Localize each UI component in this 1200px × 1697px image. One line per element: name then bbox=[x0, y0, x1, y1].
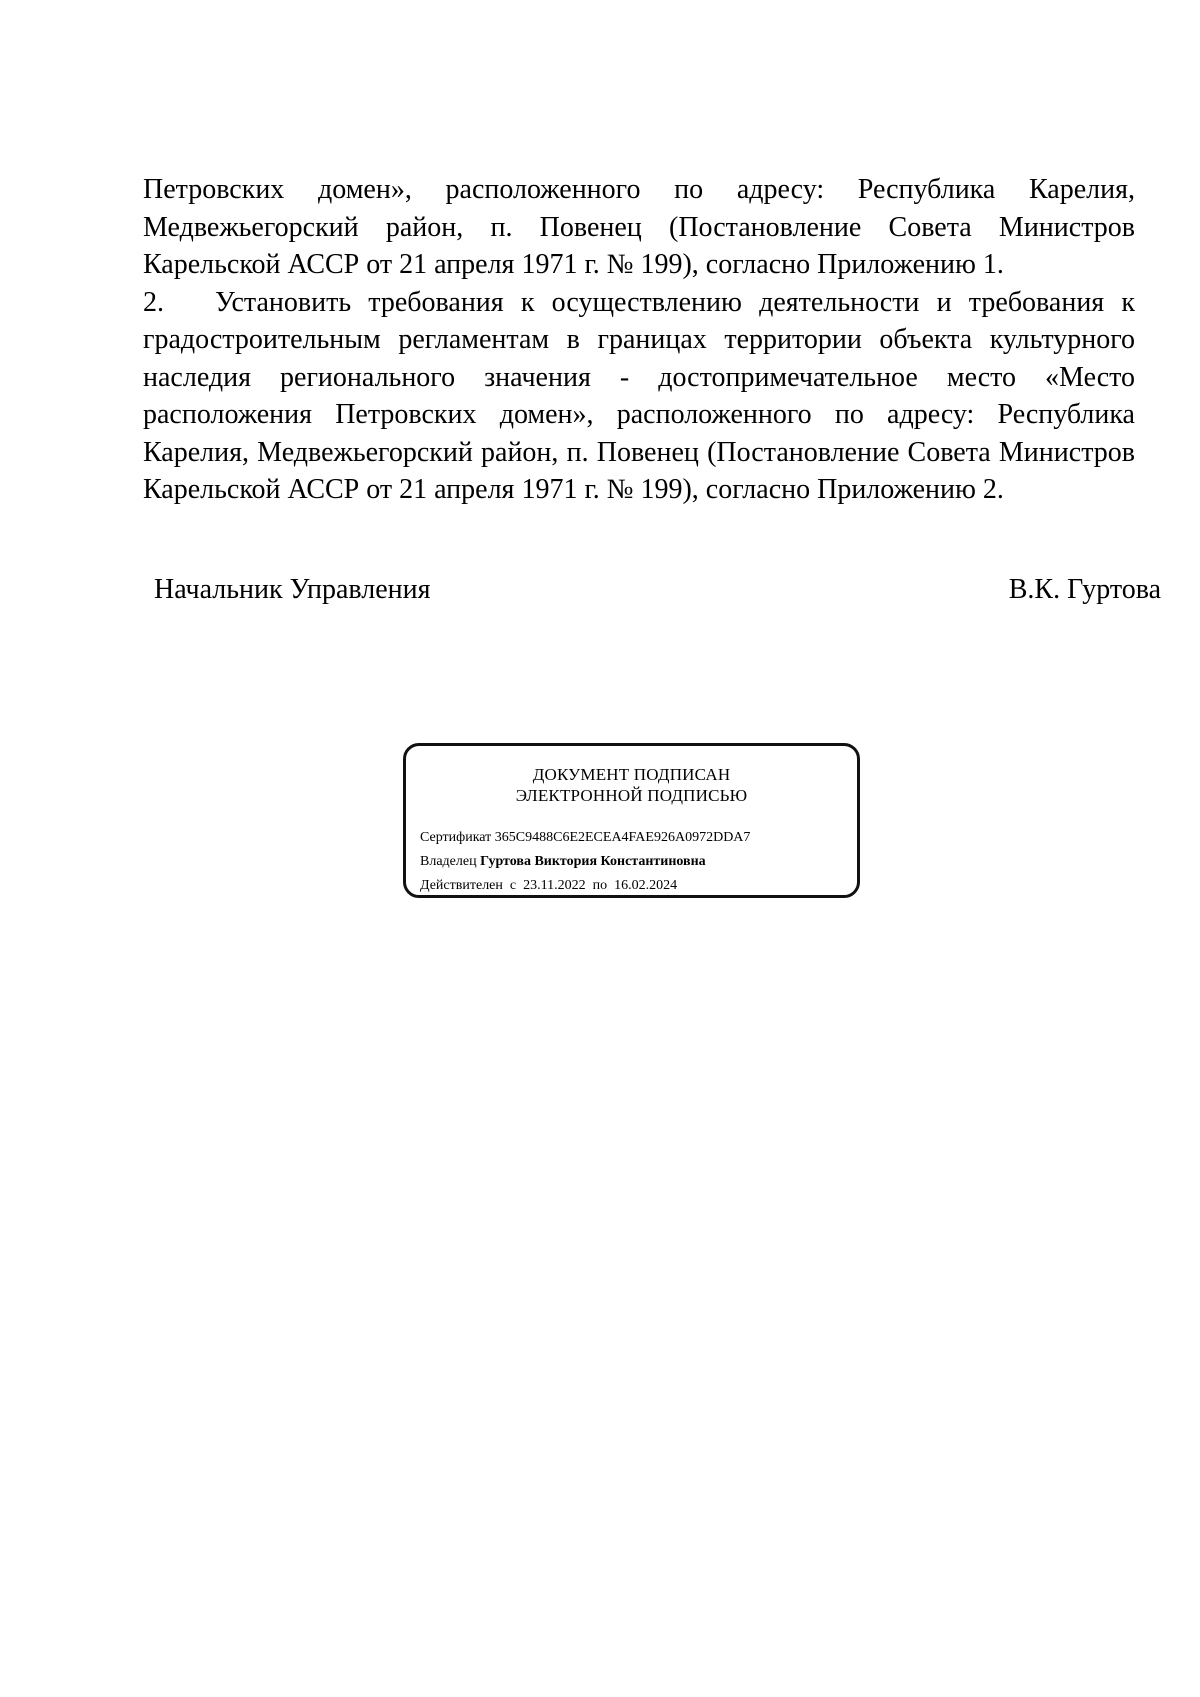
paragraph-text: Установить требования к осуществлению деятельности и требования к градостроительным регламентам в границах территории объекта культурного наследия регионального значения - достопримечательное место «Место расположения Петровских домен», расположенного по адресу: Республика Карелия, Медвежьегорский район, п. Повенец (Постановление Совета Министров Карельской АССР от 21 апреля 1971 г. № 199), согласно Приложению 2. bbox=[143, 286, 1135, 505]
paragraph-number: 2. bbox=[143, 286, 164, 318]
stamp-details bbox=[420, 826, 850, 898]
valid-from-prefix: с bbox=[509, 878, 517, 893]
valid-to-prefix: по bbox=[592, 878, 608, 893]
paragraph-continuation bbox=[143, 171, 1135, 284]
certificate-value: 365C9488C6E2ECEA4FAE926A0972DDA7 bbox=[494, 830, 751, 845]
paragraph-text: Петровских домен», расположенного по адресу: Республика Карелия, Медвежьегорский район, п. Повенец (Постановление Совета Министров Карельской АССР от 21 апреля 1971 г. № 199), согласно Приложению 1. bbox=[143, 174, 1135, 280]
paragraph-item-2 bbox=[143, 284, 1135, 509]
certificate-line bbox=[420, 826, 850, 850]
stamp-title-line-2: ЭЛЕКТРОННОЙ ПОДПИСЬЮ bbox=[515, 786, 748, 805]
owner-label: Владелец bbox=[420, 854, 477, 869]
signatory-name: В.К. Гуртова bbox=[1008, 574, 1161, 605]
stamp-title bbox=[406, 764, 857, 806]
validity-line bbox=[420, 874, 850, 898]
valid-from-date: 23.11.2022 bbox=[523, 878, 586, 893]
valid-to-date: 16.02.2024 bbox=[614, 878, 678, 893]
valid-label: Действителен bbox=[420, 878, 503, 893]
stamp-title-line-1: ДОКУМЕНТ ПОДПИСАН bbox=[532, 765, 731, 784]
signature-block bbox=[154, 572, 1161, 608]
owner-line bbox=[420, 850, 850, 874]
document-body bbox=[143, 171, 1135, 509]
certificate-label: Сертификат bbox=[420, 830, 492, 845]
electronic-signature-stamp bbox=[403, 743, 860, 898]
signatory-position: Начальник Управления bbox=[154, 574, 431, 605]
owner-value: Гуртова Виктория Константиновна bbox=[480, 854, 706, 869]
